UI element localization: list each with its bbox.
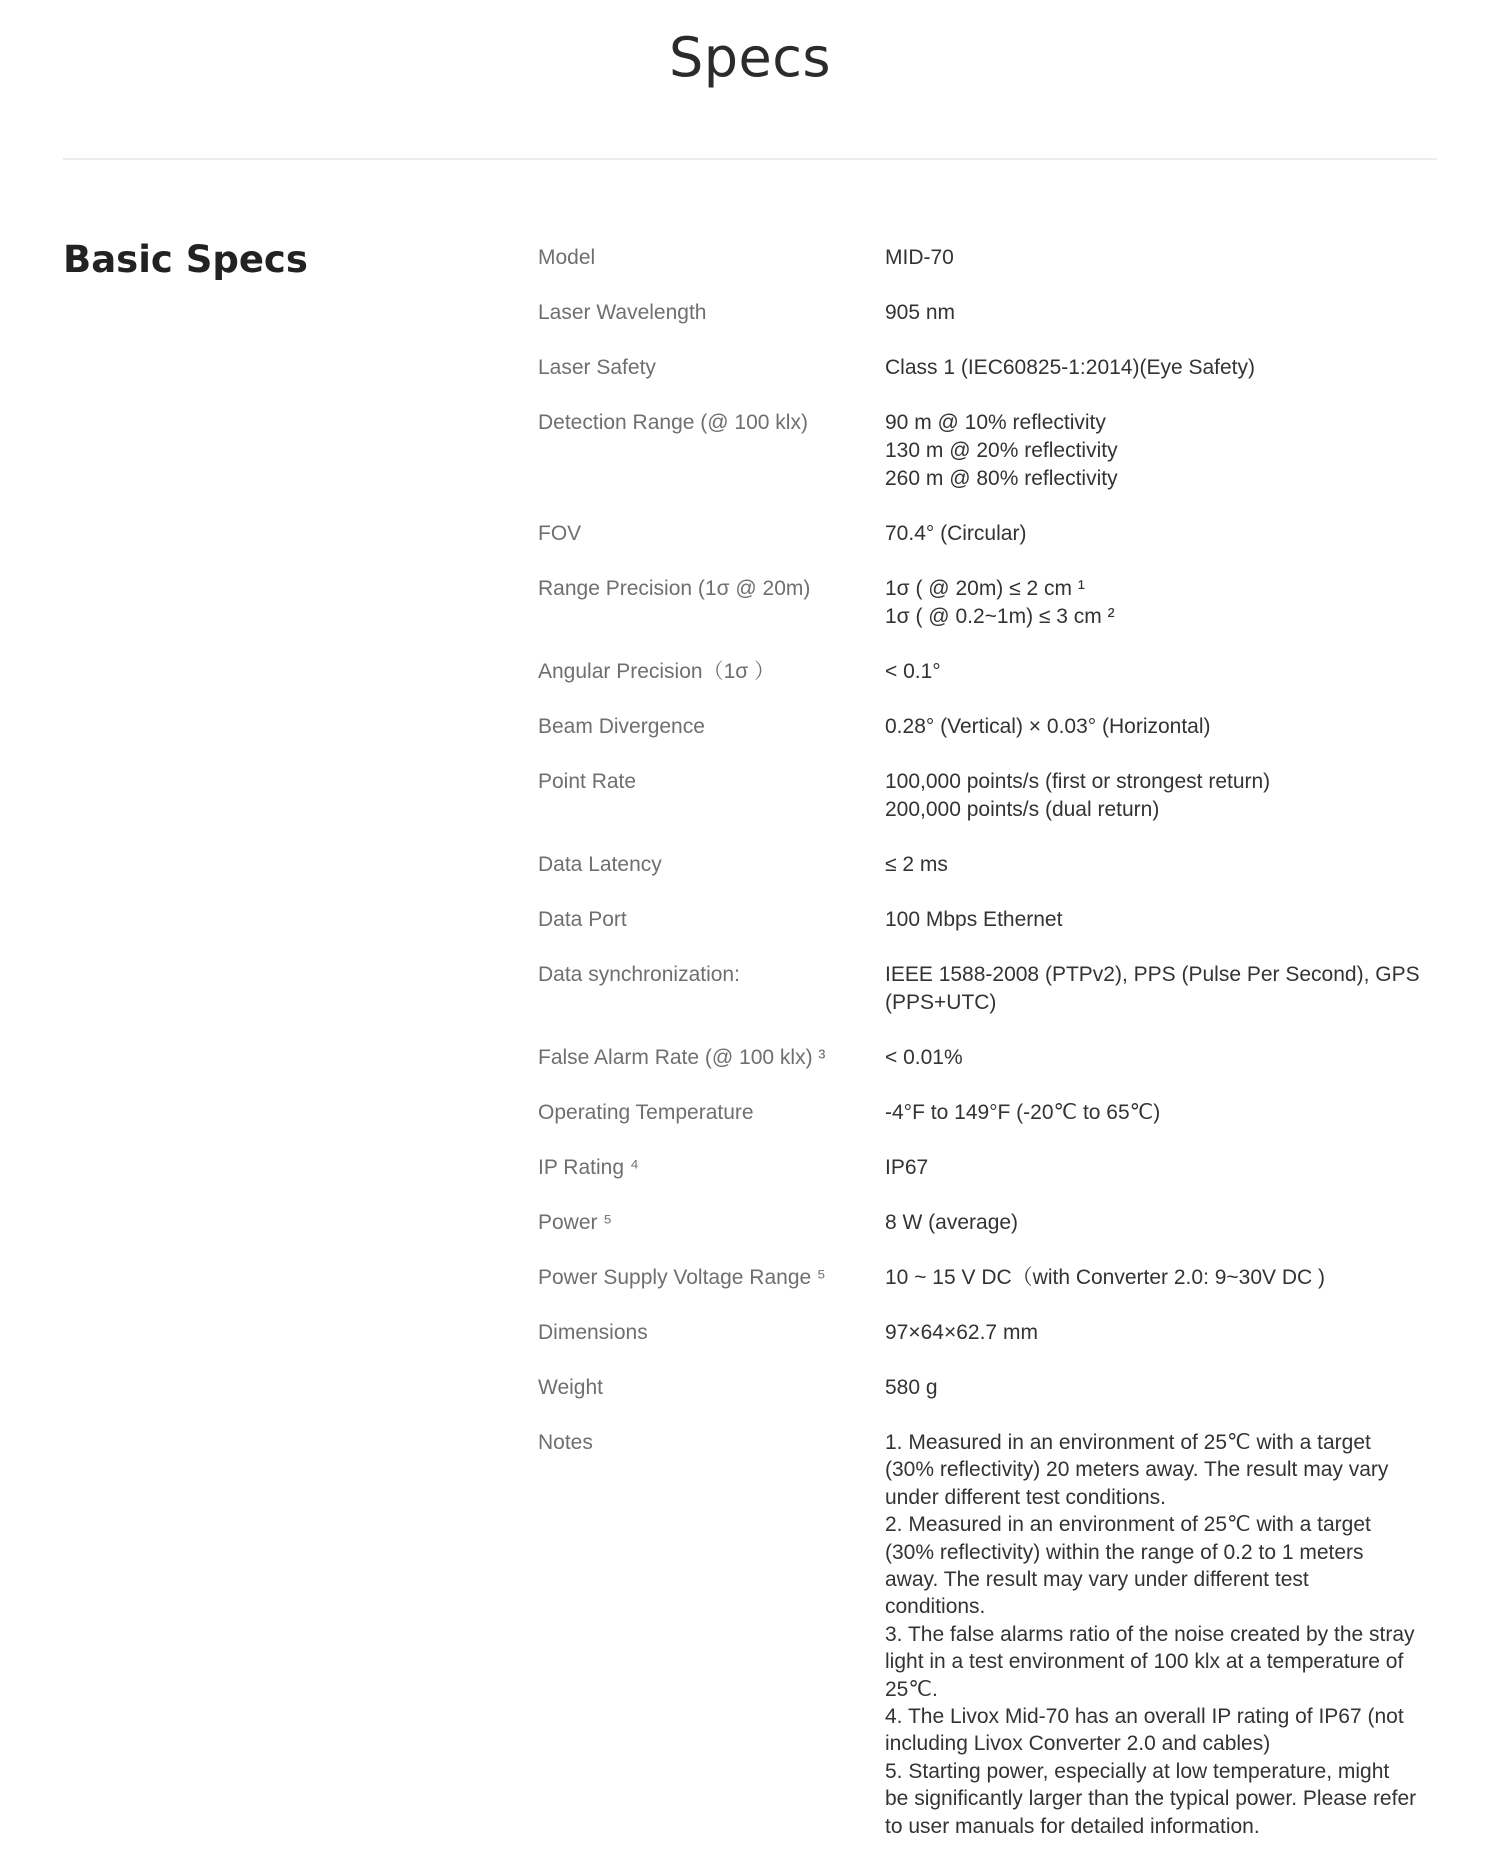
spec-label: Beam Divergence <box>538 715 705 738</box>
spec-value <box>885 961 1438 1044</box>
spec-value <box>885 1044 1438 1099</box>
spec-value-line: including Livox Converter 2.0 and cables) <box>885 1732 1271 1756</box>
spec-label: Operating Temperature <box>538 1101 754 1124</box>
spec-value <box>885 1154 1438 1209</box>
spec-label: Dimensions <box>538 1321 648 1344</box>
spec-row <box>538 1209 1438 1264</box>
notes-value <box>885 1429 1438 1867</box>
spec-value-line: (30% reflectivity) 20 meters away. The result may vary <box>885 1458 1389 1482</box>
spec-label: Laser Safety <box>538 356 656 379</box>
spec-value <box>885 1099 1438 1154</box>
spec-value-line: < 0.01% <box>885 1046 963 1069</box>
spec-value-line: conditions. <box>885 1595 986 1619</box>
spec-value <box>885 713 1438 768</box>
spec-table-body <box>538 244 1438 1867</box>
spec-value <box>885 354 1438 409</box>
spec-value-line: be significantly larger than the typical power. Please refer <box>885 1787 1417 1811</box>
spec-value-line: 0.28° (Vertical) × 0.03° (Horizontal) <box>885 715 1211 738</box>
spec-value-line: 100 Mbps Ethernet <box>885 908 1063 931</box>
spec-value-line: 8 W (average) <box>885 1211 1019 1234</box>
spec-value-line: 905 nm <box>885 301 956 324</box>
spec-row <box>538 244 1438 299</box>
spec-row <box>538 1319 1438 1374</box>
spec-value-line: 97×64×62.7 mm <box>885 1321 1038 1344</box>
spec-value-line: (PPS+UTC) <box>885 991 997 1014</box>
spec-row <box>538 658 1438 713</box>
spec-value-line: 200,000 points/s (dual return) <box>885 798 1160 821</box>
spec-value <box>885 658 1438 713</box>
spec-value <box>885 409 1438 520</box>
spec-row <box>538 575 1438 658</box>
spec-label: Data Latency <box>538 853 662 876</box>
spec-value-line: 100,000 points/s (first or strongest return) <box>885 770 1271 793</box>
spec-row <box>538 851 1438 906</box>
spec-value <box>885 520 1438 575</box>
spec-label: Power Supply Voltage Range ⁵ <box>538 1266 826 1289</box>
spec-value-line: 1σ ( @ 20m) ≤ 2 cm ¹ <box>885 577 1085 600</box>
spec-row <box>538 1429 1438 1867</box>
spec-value <box>885 299 1438 354</box>
spec-value-line: MID-70 <box>885 246 954 269</box>
spec-row <box>538 1099 1438 1154</box>
spec-row <box>538 768 1438 851</box>
spec-value-line: 1. Measured in an environment of 25℃ with a target <box>885 1431 1371 1454</box>
spec-label: Data synchronization: <box>538 963 740 986</box>
spec-value-line: 10 ~ 15 V DC（with Converter 2.0: 9~30V DC ) <box>885 1266 1326 1289</box>
spec-value <box>885 851 1438 906</box>
spec-label: Laser Wavelength <box>538 301 707 324</box>
spec-value <box>885 1264 1438 1319</box>
spec-row <box>538 713 1438 768</box>
spec-row <box>538 1154 1438 1209</box>
spec-value-line: 70.4° (Circular) <box>885 522 1027 545</box>
spec-value <box>885 768 1438 851</box>
spec-value-line: 260 m @ 80% reflectivity <box>885 467 1118 490</box>
spec-value-line: away. The result may vary under different test <box>885 1568 1309 1592</box>
spec-value-line: under different test conditions. <box>885 1485 1166 1509</box>
spec-value <box>885 1319 1438 1374</box>
spec-value-line: 580 g <box>885 1376 938 1399</box>
spec-value <box>885 906 1438 961</box>
spec-row <box>538 1374 1438 1429</box>
spec-label: Model <box>538 246 596 269</box>
spec-value-line: 1σ ( @ 0.2~1m) ≤ 3 cm ² <box>885 605 1115 628</box>
spec-row <box>538 906 1438 961</box>
spec-label: Data Port <box>538 908 627 931</box>
spec-value-line: 4. The Livox Mid-70 has an overall IP rating of IP67 (not <box>885 1705 1404 1729</box>
spec-label: Power ⁵ <box>538 1211 613 1234</box>
spec-value-line: ≤ 2 ms <box>885 853 948 876</box>
spec-value <box>885 244 1438 299</box>
spec-value-line: IP67 <box>885 1156 929 1179</box>
spec-value-line: 3. The false alarms ratio of the noise created by the stray <box>885 1622 1415 1646</box>
spec-value-line: 90 m @ 10% reflectivity <box>885 411 1106 434</box>
spec-value-line: 130 m @ 20% reflectivity <box>885 439 1118 462</box>
spec-value-line: (30% reflectivity) within the range of 0.2 to 1 meters <box>885 1540 1364 1564</box>
spec-value <box>885 1374 1438 1429</box>
spec-value-line: < 0.1° <box>885 660 941 683</box>
spec-value-line: IEEE 1588-2008 (PTPv2), PPS (Pulse Per Second), GPS <box>885 963 1420 986</box>
spec-label: Range Precision (1σ @ 20m) <box>538 577 811 600</box>
spec-label: IP Rating ⁴ <box>538 1156 639 1179</box>
spec-value-line: to user manuals for detailed information. <box>885 1814 1260 1838</box>
spec-value-line: -4°F to 149°F (-20℃ to 65℃) <box>885 1101 1161 1124</box>
spec-label: Weight <box>538 1376 603 1399</box>
spec-label: Notes <box>538 1431 593 1454</box>
title-divider <box>63 158 1437 160</box>
spec-row <box>538 1044 1438 1099</box>
spec-label: Detection Range (@ 100 klx) <box>538 411 808 434</box>
spec-value-line: 5. Starting power, especially at low temperature, might <box>885 1759 1390 1783</box>
spec-row <box>538 961 1438 1044</box>
spec-value-line: light in a test environment of 100 klx at a temperature of <box>885 1650 1404 1674</box>
spec-value-line: Class 1 (IEC60825-1:2014)(Eye Safety) <box>885 356 1256 379</box>
spec-label: Angular Precision（1σ ） <box>538 660 776 683</box>
section-title: Basic Specs <box>63 238 308 281</box>
spec-label: FOV <box>538 522 582 545</box>
spec-row <box>538 299 1438 354</box>
spec-row <box>538 1264 1438 1319</box>
spec-value <box>885 575 1438 658</box>
spec-row <box>538 354 1438 409</box>
spec-table <box>538 244 1438 1867</box>
page-title: Specs <box>668 26 832 89</box>
spec-value-line: 25℃. <box>885 1677 938 1701</box>
spec-row <box>538 409 1438 520</box>
spec-value-line: 2. Measured in an environment of 25℃ with a target <box>885 1513 1371 1537</box>
spec-row <box>538 520 1438 575</box>
spec-label: Point Rate <box>538 770 637 793</box>
spec-label: False Alarm Rate (@ 100 klx) ³ <box>538 1046 826 1069</box>
spec-value <box>885 1209 1438 1264</box>
